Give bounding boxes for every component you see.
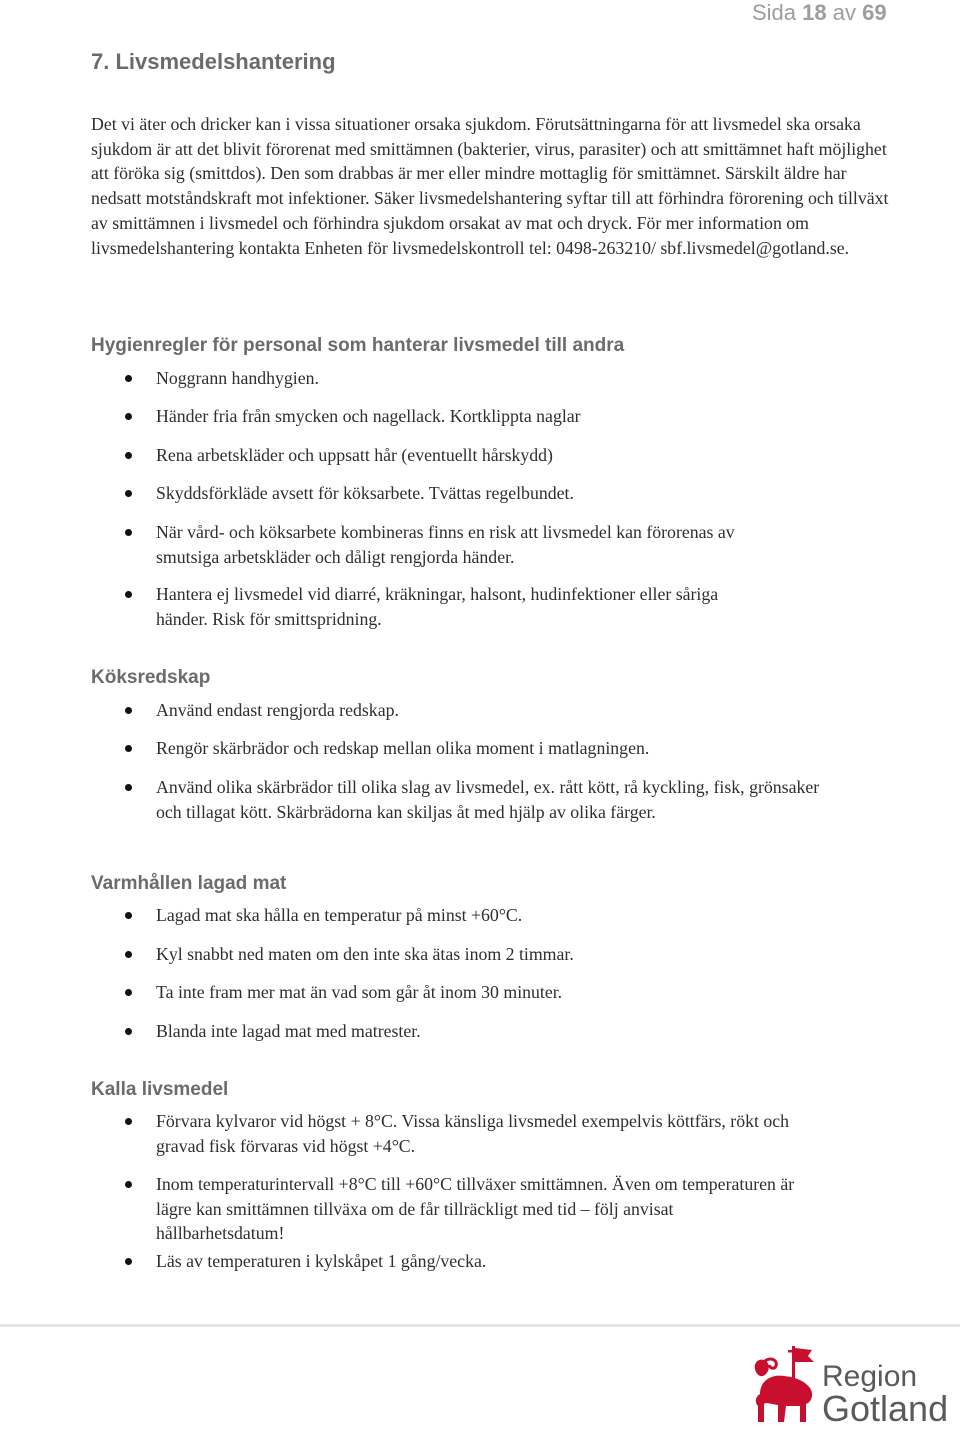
chapter-title: 7. Livsmedelshantering [91,49,336,74]
page-prefix: Sida [752,0,797,25]
list-item: Rena arbetskläder och uppsatt hår (eventuellt hårskydd) [156,443,846,468]
section-heading-kitchen-tools: Köksredskap [91,667,211,688]
list-item: Kyl snabbt ned maten om den inte ska ätas inom 2 timmar. [156,942,846,967]
list-item: Lagad mat ska hålla en temperatur på minst +60°C. [156,903,846,928]
section-heading-warm-food: Varmhållen lagad mat [91,873,287,894]
list-item: Använd olika skärbrädor till olika slag av livsmedel, ex. rått kött, rå kyckling, fisk, grönsaker och tillagat kött. Skärbrädorna kan skiljas åt med hjälp av olika färger. [156,775,846,824]
page-separator: av [832,0,857,25]
page-number [752,0,922,26]
list-item: Händer fria från smycken och nagellack. Kortklippta naglar [156,404,846,429]
list-item: Använd endast rengjorda redskap. [156,698,846,723]
list-item: Ta inte fram mer mat än vad som går åt inom 30 minuter. [156,980,846,1005]
list-item: Hantera ej livsmedel vid diarré, kräkningar, halsont, hudinfektioner eller såriga händer. Risk för smittspridning. [156,582,741,631]
page-current: 18 [802,0,827,25]
list-item: Skyddsförkläde avsett för köksarbete. Tvättas regelbundet. [156,481,846,506]
list-item: Noggrann handhygien. [156,366,846,391]
list-item: Blanda inte lagad mat med matrester. [156,1019,846,1044]
gotland-ram-emblem-icon [755,1346,814,1422]
list-item: Läs av temperaturen i kylskåpet 1 gång/vecka. [156,1249,846,1274]
section-heading-cold-food: Kalla livsmedel [91,1079,229,1100]
intro-paragraph: Det vi äter och dricker kan i vissa situationer orsaka sjukdom. Förutsättningarna för att livsmedel ska orsaka sjukdom är att det blivit förorenat med smittämnen (bakterier, virus, parasiter) och att smittämnet haft möjlighet att föröka sig (smittdos). Den som drabbas är mer eller mindre mottaglig för smittämnet. Särskilt äldre har nedsatt motståndskraft mot infektioner. Säker livsmedelshantering syftar till att förhindra förorening och tillväxt av smittämnen i livsmedel och förhindra sjukdom orsakat av mat och dryck. För mer information om livsmedelshantering kontakta Enheten för livsmedelskontroll tel: 0498-263210/ sbf.livsmedel@gotland.se. [91,114,889,258]
list-item: Förvara kylvaror vid högst + 8°C. Vissa känsliga livsmedel exempelvis köttfärs, rökt och gravad fisk förvaras vid högst +4°C. [156,1109,836,1158]
list-item: Inom temperaturintervall +8°C till +60°C tillväxer smittämnen. Även om temperaturen är lägre kan smittämnen tillväxa om de får tillräckligt med tid – följ anvisat hållbarhetsdatum! [156,1172,796,1246]
page-total: 69 [862,0,887,25]
section-heading-hygiene: Hygienregler för personal som hanterar livsmedel till andra [91,335,625,356]
list-item: Rengör skärbrädor och redskap mellan olika moment i matlagningen. [156,736,846,761]
logo-text-region: Region [822,1360,918,1393]
footer-divider [0,1324,960,1327]
list-item: När vård- och köksarbete kombineras finns en risk att livsmedel kan förorenas av smutsiga arbetskläder och dåligt rengjorda händer. [156,520,756,569]
logo-text-gotland: Gotland [822,1388,949,1429]
